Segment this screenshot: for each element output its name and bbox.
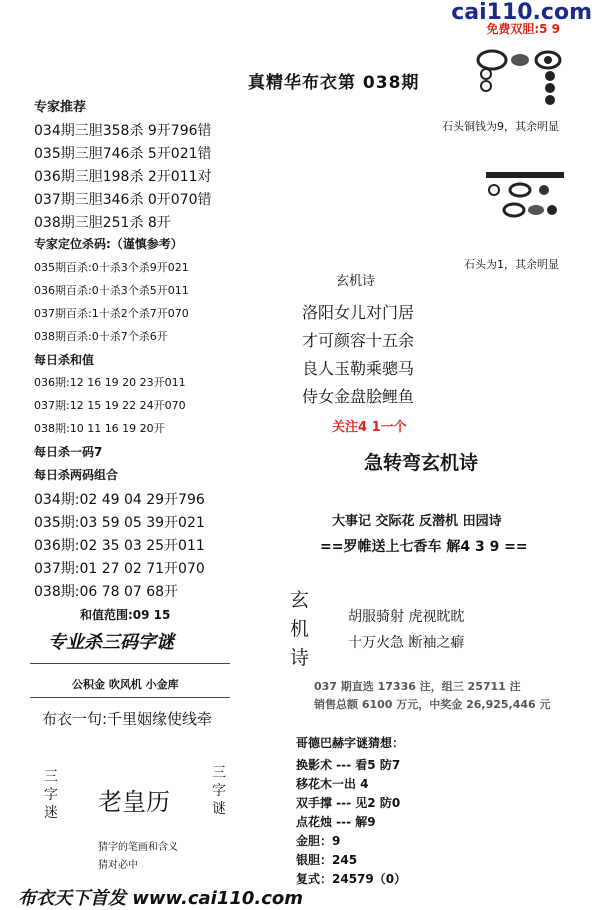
kill-two-heading: 每日杀两码组合 xyxy=(34,468,119,482)
expert-line: 035期三胆746杀 5开021错 xyxy=(34,146,212,162)
sales-total-line: 销售总额 6100 万元，中奖金 26,925,446 元 xyxy=(314,698,551,711)
kill-two-line: 036期:02 35 03 25开011 xyxy=(34,538,205,554)
position-kill-line: 037期百杀:1十杀2个杀7开070 xyxy=(34,307,189,320)
riddle-words: 公积金 吹风机 小金库 xyxy=(72,678,179,691)
position-kill-line: 036期百杀:0十杀3个杀5开011 xyxy=(34,284,189,297)
expert-line: 038期三胆251杀 8开 xyxy=(34,215,171,231)
stones-coins-figure-2 xyxy=(484,168,574,228)
expert-line: 036期三胆198杀 2开011对 xyxy=(34,169,212,185)
page-title: 真精华布衣第 038期 xyxy=(248,73,420,93)
vertical-three-character-right: 三 字 谜 xyxy=(212,765,226,817)
expert-heading: 专家推荐 xyxy=(34,100,87,115)
divider xyxy=(30,663,230,664)
goethe-line: 移花木一出 4 xyxy=(296,777,369,791)
kill-two-line: 034期:02 49 04 29开796 xyxy=(34,492,205,508)
gold-bile: 金胆：9 xyxy=(296,834,341,848)
sum-kill-line: 037期:12 15 19 22 24开070 xyxy=(34,399,186,412)
compound-bet: 复式：24579（0） xyxy=(296,872,407,886)
follow-notice: 关注4 1一个 xyxy=(332,420,407,435)
kill-one-code: 每日杀一码7 xyxy=(34,445,103,459)
old-almanac: 老皇历 xyxy=(98,788,170,816)
idiom-line: 胡服骑射 虎视眈眈 xyxy=(348,609,465,625)
free-double-bile: 免费双胆:5 9 xyxy=(486,22,560,36)
poem-line: 洛阳女儿对门居 xyxy=(302,303,415,322)
silver-bile: 银胆：245 xyxy=(296,853,358,867)
vertical-poem-title: 玄 机 诗 xyxy=(290,589,310,669)
one-line-tip: 布衣一句:千里姻缘使线牵 xyxy=(42,710,213,728)
sum-range: 和值范围:09 15 xyxy=(80,608,171,622)
stones-coins-figure-1 xyxy=(470,44,580,114)
goethe-line: 点花烛 --- 解9 xyxy=(296,815,376,829)
goethe-line: 双手撑 --- 见2 防0 xyxy=(296,796,401,810)
expert-line: 037期三胆346杀 0开070错 xyxy=(34,192,212,208)
site-logo-text: cai110.com xyxy=(451,0,592,25)
sum-kill-line: 038期:10 11 16 19 20开 xyxy=(34,422,165,435)
kill-two-line: 037期:01 27 02 71开070 xyxy=(34,561,205,577)
events-line: 大事记 交际花 反潜机 田园诗 xyxy=(332,514,502,529)
vertical-three-character-left: 三 字 迷 xyxy=(44,769,58,821)
poem-line: 侍女金盘脍鲤鱼 xyxy=(302,387,415,406)
hint-line: 猜字的笔画和含义 xyxy=(98,842,178,853)
kill-two-line: 035期:03 59 05 39开021 xyxy=(34,515,205,531)
figure-1-caption: 石头铜钱为9，其余明显 xyxy=(442,120,559,133)
sum-kill-line: 036期:12 16 19 20 23开011 xyxy=(34,376,186,389)
car-riddle-line: ==罗帷送上七香车 解4 3 9 == xyxy=(320,539,528,555)
hint-line: 猜对必中 xyxy=(98,860,138,871)
sum-kill-heading: 每日杀和值 xyxy=(34,353,95,367)
riddle-title: 专业杀三码字谜 xyxy=(48,632,174,653)
expert-line: 034期三胆358杀 9开796错 xyxy=(34,123,212,139)
poem-line: 才可颜容十五余 xyxy=(302,331,415,350)
sharp-turn-title: 急转弯玄机诗 xyxy=(364,452,479,474)
position-kill-line: 035期百杀:0十杀3个杀9开021 xyxy=(34,261,189,274)
kill-two-line: 038期:06 78 07 68开 xyxy=(34,584,179,600)
position-kill-line: 038期百杀:0十杀7个杀6开 xyxy=(34,330,168,343)
footer-source: 布衣天下首发 www.cai110.com xyxy=(18,888,304,909)
idiom-line: 十万火急 断袖之癖 xyxy=(348,635,465,651)
position-kill-heading: 专家定位杀码:（谨慎参考） xyxy=(34,237,183,251)
figure-2-caption: 石头为1，其余明显 xyxy=(464,258,559,271)
draw-result-line: 037 期直选 17336 注，组三 25711 注 xyxy=(314,680,521,693)
poem-heading: 玄机诗 xyxy=(336,274,376,289)
poem-line: 良人玉勒乘骢马 xyxy=(302,359,415,378)
goethe-line: 换影术 --- 看5 防7 xyxy=(296,758,401,772)
divider xyxy=(30,697,230,698)
goethe-riddle-heading: 哥德巴赫字谜猜想： xyxy=(296,736,405,750)
